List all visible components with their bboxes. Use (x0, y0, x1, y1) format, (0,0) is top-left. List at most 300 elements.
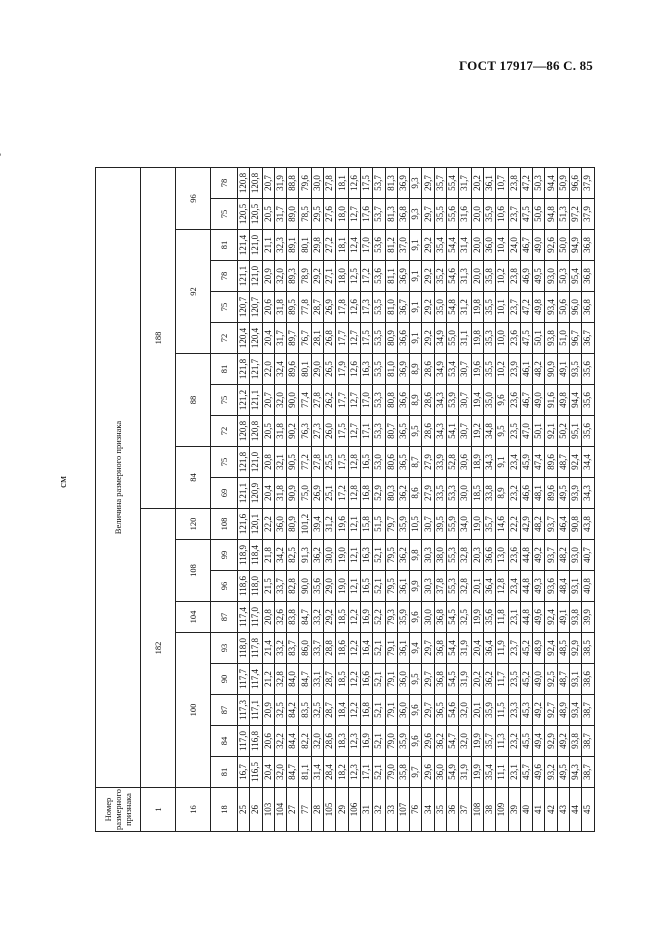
value-cell: 81,1 (385, 261, 397, 292)
value-cell: 16,3 (360, 540, 372, 571)
value-cell: 19,8 (471, 292, 483, 323)
value-cell: 84,7 (287, 757, 299, 788)
value-cell: 52,1 (373, 633, 385, 664)
value-cell: 80,8 (385, 385, 397, 416)
value-cell: 16,9 (360, 602, 372, 633)
value-cell: 12,1 (348, 571, 360, 602)
value-cell: 51,0 (557, 323, 569, 354)
value-cell: 49,1 (557, 602, 569, 633)
value-cell: 12,6 (348, 354, 360, 385)
value-cell: 26,9 (324, 292, 336, 323)
row-number-cell: 37 (459, 788, 471, 832)
value-cell: 17,2 (360, 261, 372, 292)
row-number-cell: 41 (533, 788, 545, 832)
value-cell: 35,7 (483, 509, 495, 540)
value-cell: 17,6 (360, 199, 372, 230)
value-cell: 32,5 (274, 695, 286, 726)
value-cell: 37,9 (582, 199, 594, 230)
value-cell: 49,6 (533, 757, 545, 788)
header-level3-cell: 87 (211, 602, 238, 633)
value-cell: 52,1 (373, 726, 385, 757)
value-cell: 30,0 (324, 540, 336, 571)
value-cell: 93,2 (545, 757, 557, 788)
value-cell: 30,7 (422, 509, 434, 540)
value-cell: 29,2 (311, 261, 323, 292)
value-cell: 120,8 (250, 416, 262, 447)
value-cell: 12,2 (348, 633, 360, 664)
value-cell: 93,7 (545, 509, 557, 540)
value-cell: 117,3 (238, 695, 250, 726)
value-cell: 36,8 (434, 664, 446, 695)
value-cell: 35,6 (582, 385, 594, 416)
row-number-cell: 104 (274, 788, 286, 832)
value-cell: 94,4 (545, 168, 557, 199)
value-cell: 20,7 (262, 168, 274, 199)
value-cell: 31,8 (274, 416, 286, 447)
value-cell: 46,1 (520, 354, 532, 385)
value-cell: 20,6 (262, 292, 274, 323)
value-cell: 36,7 (582, 323, 594, 354)
value-cell: 9,5 (410, 416, 422, 447)
value-cell: 9,1 (496, 447, 508, 478)
value-cell: 23,5 (508, 416, 520, 447)
table-row (422, 168, 434, 832)
value-cell: 29,7 (422, 168, 434, 199)
header-level2-cell: 84 (176, 447, 211, 509)
value-cell: 47,2 (520, 168, 532, 199)
value-cell: 55,0 (447, 323, 459, 354)
value-cell: 27,9 (422, 447, 434, 478)
value-cell: 30,6 (459, 447, 471, 478)
value-cell: 30,0 (459, 478, 471, 509)
value-cell: 27,8 (324, 168, 336, 199)
value-cell: 23,8 (508, 168, 520, 199)
value-cell: 95,1 (570, 416, 582, 447)
value-cell: 84,0 (287, 664, 299, 695)
value-cell: 121,1 (250, 385, 262, 416)
value-cell: 50,6 (533, 199, 545, 230)
value-cell: 30,7 (459, 416, 471, 447)
value-cell: 75,0 (299, 478, 311, 509)
value-cell: 81,0 (385, 354, 397, 385)
value-cell: 32,5 (459, 602, 471, 633)
value-cell: 80,7 (385, 416, 397, 447)
value-cell: 121,4 (238, 230, 250, 261)
value-cell: 29,6 (422, 726, 434, 757)
value-cell: 16,7 (238, 757, 250, 788)
value-cell: 31,4 (459, 230, 471, 261)
value-cell: 79,5 (385, 540, 397, 571)
value-cell: 36,7 (397, 292, 409, 323)
value-cell: 12,8 (348, 478, 360, 509)
value-cell: 44,8 (520, 571, 532, 602)
value-cell: 36,4 (483, 633, 495, 664)
row-number-cell: 38 (483, 788, 495, 832)
value-cell: 31,7 (274, 323, 286, 354)
value-cell: 49,0 (533, 230, 545, 261)
value-cell: 46,6 (520, 478, 532, 509)
value-cell: 54,4 (447, 633, 459, 664)
value-cell: 93,6 (545, 571, 557, 602)
row-number-cell: 35 (434, 788, 446, 832)
value-cell: 48,4 (557, 571, 569, 602)
value-cell: 26,9 (311, 478, 323, 509)
value-cell: 10,1 (496, 292, 508, 323)
table-row (410, 168, 422, 832)
value-cell: 81,3 (385, 168, 397, 199)
value-cell: 29,0 (324, 571, 336, 602)
value-cell: 8,9 (496, 478, 508, 509)
value-cell: 91,3 (299, 540, 311, 571)
value-cell: 27,8 (311, 385, 323, 416)
value-cell: 12,8 (348, 447, 360, 478)
value-cell: 12,2 (348, 664, 360, 695)
value-cell: 47,2 (520, 292, 532, 323)
header-level3-cell: 81 (211, 757, 238, 788)
value-cell: 120,1 (250, 509, 262, 540)
value-cell: 30,7 (459, 354, 471, 385)
header-level3-cell: 108 (211, 509, 238, 540)
value-cell: 17,1 (360, 416, 372, 447)
value-cell: 35,5 (434, 199, 446, 230)
value-cell: 28,7 (324, 664, 336, 695)
value-cell: 34,3 (434, 416, 446, 447)
value-cell: 118,4 (250, 540, 262, 571)
value-cell: 53,7 (373, 168, 385, 199)
header-level2-cell: 92 (176, 230, 211, 354)
table-row (447, 168, 459, 832)
value-cell: 49,4 (533, 726, 545, 757)
value-cell: 19,9 (471, 726, 483, 757)
value-cell: 9,7 (410, 757, 422, 788)
value-cell: 83,7 (287, 633, 299, 664)
value-cell: 118,6 (238, 571, 250, 602)
value-cell: 20,8 (262, 447, 274, 478)
value-cell: 80,9 (385, 323, 397, 354)
value-cell: 79,1 (385, 695, 397, 726)
row-number-cell: 44 (570, 788, 582, 832)
value-cell: 94,3 (570, 757, 582, 788)
value-cell: 17,7 (336, 385, 348, 416)
value-cell: 86,0 (299, 633, 311, 664)
value-cell: 29,5 (311, 199, 323, 230)
value-cell: 81,1 (299, 757, 311, 788)
row-number-cell: 34 (422, 788, 434, 832)
value-cell: 20,2 (471, 168, 483, 199)
value-cell: 11,1 (496, 757, 508, 788)
value-cell: 36,2 (434, 726, 446, 757)
value-cell: 54,8 (447, 292, 459, 323)
value-cell: 20,4 (262, 323, 274, 354)
value-cell: 11,8 (496, 602, 508, 633)
value-cell: 36,2 (311, 540, 323, 571)
row-number-cell: 108 (471, 788, 483, 832)
value-cell: 9,1 (410, 292, 422, 323)
value-cell: 92,4 (545, 602, 557, 633)
value-cell: 55,4 (447, 168, 459, 199)
value-cell: 20,5 (262, 416, 274, 447)
value-cell: 54,6 (447, 695, 459, 726)
value-cell: 28,7 (311, 292, 323, 323)
value-cell: 29,7 (422, 199, 434, 230)
value-cell: 93,7 (545, 540, 557, 571)
value-cell: 45,3 (520, 695, 532, 726)
value-cell: 17,1 (360, 757, 372, 788)
value-cell: 45,2 (520, 633, 532, 664)
value-cell: 9,6 (410, 602, 422, 633)
value-cell: 17,5 (336, 416, 348, 447)
value-cell: 20,2 (471, 664, 483, 695)
value-cell: 20,9 (262, 261, 274, 292)
row-number-cell: 29 (336, 788, 348, 832)
value-cell: 49,8 (557, 385, 569, 416)
value-cell: 36,6 (397, 323, 409, 354)
value-cell: 32,0 (311, 726, 323, 757)
value-cell: 9,6 (410, 726, 422, 757)
value-cell: 17,9 (336, 354, 348, 385)
value-cell: 21,4 (262, 633, 274, 664)
value-cell: 76,7 (299, 323, 311, 354)
table-row (570, 168, 582, 832)
value-cell: 31,9 (459, 757, 471, 788)
value-cell: 82,8 (287, 571, 299, 602)
value-cell: 48,5 (557, 633, 569, 664)
value-cell: 80,6 (385, 447, 397, 478)
value-cell: 52,1 (373, 695, 385, 726)
value-cell: 93,4 (570, 695, 582, 726)
table-row (287, 168, 299, 832)
value-cell: 31,6 (459, 199, 471, 230)
value-cell: 8,9 (410, 354, 422, 385)
value-cell: 32,3 (274, 230, 286, 261)
value-cell: 31,3 (459, 261, 471, 292)
table-row (545, 168, 557, 832)
value-cell: 36,8 (582, 230, 594, 261)
value-cell: 23,6 (508, 323, 520, 354)
value-cell: 9,1 (410, 230, 422, 261)
value-cell: 34,9 (434, 323, 446, 354)
value-cell: 49,1 (557, 354, 569, 385)
value-cell: 79,1 (385, 664, 397, 695)
header-level3-cell: 87 (211, 695, 238, 726)
value-cell: 29,7 (422, 664, 434, 695)
value-cell: 12,3 (348, 757, 360, 788)
value-cell: 19,6 (336, 509, 348, 540)
row-number-cell: 32 (373, 788, 385, 832)
value-cell: 33,7 (274, 571, 286, 602)
value-cell: 94,4 (570, 385, 582, 416)
value-cell: 79,1 (385, 633, 397, 664)
value-cell: 97,2 (570, 199, 582, 230)
value-cell: 35,8 (397, 757, 409, 788)
value-cell: 54,6 (447, 261, 459, 292)
value-cell: 10,0 (496, 323, 508, 354)
value-cell: 36,6 (483, 540, 495, 571)
value-cell: 38,0 (434, 540, 446, 571)
value-cell: 47,5 (520, 199, 532, 230)
value-cell: 120,5 (238, 199, 250, 230)
value-cell: 34,0 (459, 509, 471, 540)
value-cell: 45,2 (520, 664, 532, 695)
value-cell: 55,9 (447, 509, 459, 540)
value-cell: 29,7 (422, 695, 434, 726)
value-cell: 15,8 (360, 509, 372, 540)
value-cell: 89,5 (287, 292, 299, 323)
value-cell: 12,7 (348, 416, 360, 447)
value-cell: 35,9 (397, 509, 409, 540)
value-cell: 89,3 (287, 261, 299, 292)
value-cell: 17,5 (360, 323, 372, 354)
value-cell: 35,2 (434, 261, 446, 292)
value-cell: 79,5 (385, 571, 397, 602)
value-cell: 32,0 (274, 757, 286, 788)
value-cell: 48,9 (533, 633, 545, 664)
value-cell: 42,9 (520, 509, 532, 540)
value-cell: 23,9 (508, 354, 520, 385)
value-cell: 96,6 (570, 168, 582, 199)
value-cell: 28,6 (422, 416, 434, 447)
value-cell: 93,8 (570, 726, 582, 757)
value-cell: 17,2 (336, 478, 348, 509)
table-row (274, 168, 286, 832)
value-cell: 29,7 (422, 633, 434, 664)
value-cell: 55,6 (447, 199, 459, 230)
value-cell: 92,1 (545, 416, 557, 447)
row-number-cell: 76 (410, 788, 422, 832)
value-cell: 49,2 (533, 540, 545, 571)
value-cell: 16,5 (360, 447, 372, 478)
value-cell: 28,7 (324, 695, 336, 726)
value-cell: 30,3 (422, 571, 434, 602)
value-cell: 26,2 (324, 385, 336, 416)
value-cell: 35,6 (582, 416, 594, 447)
header-level1-cell: 1 (141, 788, 176, 832)
value-cell: 32,4 (274, 354, 286, 385)
value-cell: 9,3 (410, 199, 422, 230)
value-cell: 16,6 (360, 664, 372, 695)
value-cell: 9,4 (410, 633, 422, 664)
value-cell: 19,0 (336, 571, 348, 602)
value-cell: 35,8 (483, 261, 495, 292)
value-cell: 33,1 (311, 664, 323, 695)
value-cell: 29,2 (422, 261, 434, 292)
value-cell: 35,4 (483, 757, 495, 788)
value-cell: 120,4 (250, 323, 262, 354)
value-cell: 27,3 (311, 416, 323, 447)
value-cell: 18,9 (471, 447, 483, 478)
value-cell: 34,3 (483, 447, 495, 478)
value-cell: 35,0 (483, 385, 495, 416)
value-cell: 37,9 (582, 168, 594, 199)
value-cell: 89,6 (545, 447, 557, 478)
value-cell: 35,9 (397, 602, 409, 633)
value-cell: 38,5 (582, 633, 594, 664)
value-cell: 18,1 (336, 168, 348, 199)
table-row (459, 168, 471, 832)
value-cell: 116,8 (250, 726, 262, 757)
value-cell: 11,5 (496, 695, 508, 726)
table-body (238, 168, 595, 832)
value-cell: 27,2 (324, 230, 336, 261)
value-cell: 49,6 (533, 602, 545, 633)
value-cell: 12,7 (348, 199, 360, 230)
value-cell: 32,8 (459, 540, 471, 571)
value-cell: 92,4 (545, 633, 557, 664)
row-number-cell: 45 (582, 788, 594, 832)
value-cell: 10,6 (496, 199, 508, 230)
value-cell: 48,2 (533, 354, 545, 385)
value-cell: 23,7 (508, 199, 520, 230)
value-cell: 20,0 (471, 230, 483, 261)
value-cell: 77,2 (299, 447, 311, 478)
value-cell: 93,8 (570, 602, 582, 633)
value-cell: 121,8 (238, 354, 250, 385)
value-cell: 31,8 (274, 478, 286, 509)
value-cell: 53,7 (373, 199, 385, 230)
value-cell: 52,1 (373, 540, 385, 571)
value-cell: 95,4 (570, 261, 582, 292)
value-cell: 36,2 (483, 664, 495, 695)
value-cell: 14,6 (496, 509, 508, 540)
value-cell: 54,7 (447, 726, 459, 757)
column-header-values: Величина размерного признака (96, 168, 141, 788)
value-cell: 35,0 (434, 292, 446, 323)
value-cell: 33,2 (311, 602, 323, 633)
value-cell: 36,0 (274, 509, 286, 540)
value-cell: 93,9 (570, 478, 582, 509)
value-cell: 19,0 (471, 509, 483, 540)
value-cell: 16,5 (360, 571, 372, 602)
unit-label: см (57, 476, 69, 488)
value-cell: 121,0 (250, 230, 262, 261)
value-cell: 27,1 (324, 261, 336, 292)
header-level3-cell: 81 (211, 354, 238, 385)
value-cell: 23,4 (508, 571, 520, 602)
value-cell: 33,7 (311, 633, 323, 664)
value-cell: 23,6 (508, 385, 520, 416)
value-cell: 35,5 (483, 354, 495, 385)
value-cell: 121,7 (250, 354, 262, 385)
table-frame (57, 132, 661, 832)
value-cell: 31,9 (459, 633, 471, 664)
value-cell: 121,1 (238, 261, 250, 292)
value-cell: 52,2 (373, 602, 385, 633)
value-cell: 38,7 (582, 726, 594, 757)
value-cell: 36,9 (397, 354, 409, 385)
value-cell: 18,0 (336, 261, 348, 292)
value-cell: 53,6 (373, 230, 385, 261)
value-cell: 32,2 (274, 726, 286, 757)
value-cell: 94,8 (545, 199, 557, 230)
value-cell: 49,2 (557, 726, 569, 757)
value-cell: 77,4 (299, 385, 311, 416)
header-level3-cell: 72 (211, 323, 238, 354)
row-number-cell: 39 (508, 788, 520, 832)
value-cell: 36,9 (397, 261, 409, 292)
value-cell: 49,3 (533, 571, 545, 602)
value-cell: 22,0 (262, 354, 274, 385)
value-cell: 16,8 (360, 478, 372, 509)
table-row (373, 168, 385, 832)
value-cell: 39,4 (311, 509, 323, 540)
value-cell: 36,0 (434, 757, 446, 788)
value-cell: 79,0 (385, 757, 397, 788)
value-cell: 94,9 (570, 230, 582, 261)
value-cell: 35,9 (397, 726, 409, 757)
value-cell: 88,8 (287, 168, 299, 199)
value-cell: 84,7 (299, 664, 311, 695)
value-cell: 53,3 (373, 416, 385, 447)
